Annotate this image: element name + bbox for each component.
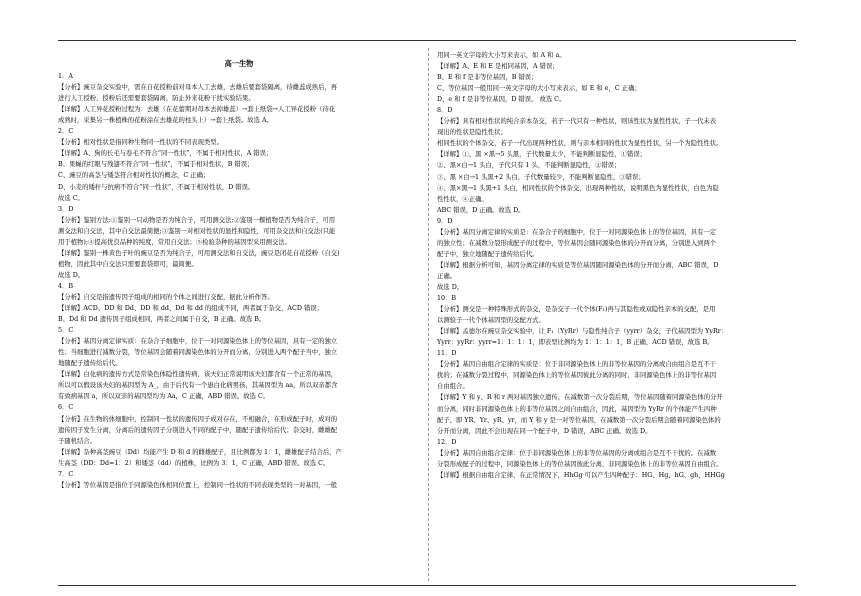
text-line: 【分析】基因自由组合定律：位于非同源染色体上的非等位基因的分离或组合是互不干扰的。在减数 bbox=[437, 449, 717, 457]
text-line: 故选 C。 bbox=[58, 194, 84, 202]
left-column-text bbox=[58, 71, 420, 491]
text-line: 4．B bbox=[58, 282, 74, 290]
text-line: 故选 D。 bbox=[437, 283, 464, 291]
text-line: 7．C bbox=[58, 470, 74, 478]
text-line: C、豌豆的高茎与矮茎符合相对性状的概念，C 正确； bbox=[58, 172, 210, 180]
text-line: C、等位基因一般用同一英文字母的大小写来表示，如 E 和 e，C 正确； bbox=[437, 85, 641, 93]
text-line: 【详解】Y 和 y、R 和 r 两对基因独立遗传，在减数第一次分裂后期，等位基因随着同源染色体的分开 bbox=[437, 394, 723, 402]
text-line: 分裂形成配子的过程中，同源染色体上的等位基因彼此分离，非同源染色体上的非等位基因自由组合。 bbox=[437, 460, 723, 468]
text-line: 【分析】等位基因是指位于同源染色体相同位置上，控制同一性状的不同表现类型的一对基因，一般 bbox=[58, 481, 338, 489]
text-line: 性；当细胞进行减数分裂，等位基因会随着同源染色体的分开而分离，分别进入两个配子当中，独立 bbox=[58, 349, 338, 357]
text-line: 1．A bbox=[58, 73, 73, 81]
text-line: 9．D bbox=[437, 217, 453, 225]
text-line: 【分析】具有相对性状的纯合亲本杂交，若子一代只有一种性状，则该性状为显性性状，子一代未表 bbox=[437, 118, 717, 126]
text-line: ④、黑×黑→1 头黑+1 头白，相同性状的个体杂交，出现两种性状，说明黑色为显性性状，白色为隐 bbox=[437, 184, 719, 192]
text-line: 【详解】①、黑 ×黑→5 头黑，子代数量太少，不能判断显隐性，①错误； bbox=[437, 151, 647, 159]
text-line: 8．D bbox=[437, 107, 453, 115]
text-line: 分开而分离，因此不会出现在同一个配子中，D 错误，ABC 正确。故选 D。 bbox=[437, 427, 652, 435]
text-line: 所以可以假设该夫妇的基因型为 A_，由于后代有一个患白化病男孩，其基因型为 aa，所以双亲都含 bbox=[58, 382, 338, 390]
text-line: 有致病基因 a，所以双亲的基因型均为 Aa，C 正确，ABD 错误。故选 C。 bbox=[58, 393, 270, 401]
text-line: 配子，即 YR、Yr、yR、yr，而 Y 和 y 是一对等位基因，在减数第一次分裂后期会随着同源染色体的 bbox=[437, 416, 721, 424]
text-line: 现出的性状是隐性性状； bbox=[437, 129, 507, 137]
text-line: 【详解】根据分析可知，基因分离定律的实质是等位基因随同源染色体的分开而分离，ABC 错误，D bbox=[437, 261, 719, 269]
text-line: 【分析】基因分离定律的实质是：在杂合子的细胞中，位于一对同源染色体上的等位基因，具有一定 bbox=[437, 228, 717, 236]
text-line: D、e 和 f 是非等位基因，D 错误。 故选 C。 bbox=[437, 96, 566, 104]
text-line: 正确。 bbox=[437, 272, 457, 280]
text-line: 用于植物);④提高优良品种的纯度，常用自交法；⑤检验杂种的基因型采用测交法。 bbox=[58, 238, 291, 246]
text-line: 成熟时，采集另一株植株的花粉涂在去雄花的柱头上）→套上纸袋。故选 A。 bbox=[58, 117, 273, 125]
text-line: ③、黑 ×白→1 头黑+2 头白，子代数量较少，不能判断显隐性，③错误； bbox=[437, 173, 645, 181]
left-column bbox=[58, 50, 420, 491]
text-line: 【分析】自交是指遗传因子组成的相同的个体之间进行交配，据此分析作答。 bbox=[58, 293, 274, 301]
text-line: 自由组合。 bbox=[437, 383, 469, 391]
text-line: 【详解】孟德尔在豌豆杂交实验中，让 F₁（YyRr）与隐性纯合子（yyrr）杂交，子代基因型为 YyRr： bbox=[437, 328, 728, 336]
text-line: 配子中，独立地随配子遗传给后代。 bbox=[437, 250, 539, 258]
page-title: 高一生物 bbox=[224, 59, 254, 68]
text-line: ABC 错误，D 正确。故选 D。 bbox=[437, 206, 525, 214]
text-line: 【详解】白化病的遗传方式是常染色体隐性遗传病，该夫妇正常说明该夫妇都含有一个正常的基因， bbox=[58, 371, 338, 379]
text-line: 【详解】ACD、DD 和 Dd、DD 和 dd、Dd 和 dd 的组成不同，两者属于杂交，ACD 错误； bbox=[58, 305, 323, 313]
text-line: 遗传因子发生分离，分离后的遗传因子分别进入不同的配子中，随配子遗传给后代；杂交时，雌雄配 bbox=[58, 426, 338, 434]
text-line: Yyrr：yyRr：yyrr=1：1：1：1，即表型比例均为 1：1：1：1，B 正确，ACD 错误，故选 B。 bbox=[437, 339, 714, 347]
text-line: 3．D bbox=[58, 205, 74, 213]
text-line: 【分析】在生物的体细胞中，控制同一性状的遗传因子成对存在，不相融合，在形成配子时，成对的 bbox=[58, 415, 338, 423]
text-line: 植物，因此其中自交法只需要套袋即可，最简便。 bbox=[58, 260, 198, 268]
header-rule bbox=[58, 40, 796, 41]
text-line: 5．C bbox=[58, 327, 74, 335]
text-line: 10．B bbox=[437, 295, 457, 303]
text-line: 而分离，同时非同源染色体上的非等位基因之间自由组合，因此，基因型为 YyRr 的个体能产生四种 bbox=[437, 405, 717, 413]
text-line: B、E 和 f 是非等位基因，B 错误； bbox=[437, 74, 538, 82]
text-line: 以测验子一代个体基因型的交配方式。 bbox=[437, 317, 545, 325]
text-line: 6．C bbox=[58, 404, 74, 412]
text-line: 子随机结合。 bbox=[58, 437, 97, 445]
text-line: 【详解】根据自由组合定律，在正常情况下，HhGg 可以产生四种配子：HG、Hg、hG、gh，HHGg bbox=[437, 471, 725, 479]
text-line: D、小麦的矮秆与抗病不符合“同一性状”，不属于相对性状，D 错误。 bbox=[58, 183, 255, 191]
text-line: 【详解】A、E 和 E 是相同基因，A 错误； bbox=[437, 63, 559, 71]
text-line: 2．C bbox=[58, 128, 74, 136]
text-line: 【分析】相对性状是指同种生物同一性状的不同表现类型。 bbox=[58, 139, 223, 147]
text-line: 地随配子遗传给后代。 bbox=[58, 360, 122, 368]
text-line: 的独立性；在减数分裂形成配子的过程中，等位基因会随同源染色体的分开而分离，分别进入到两个 bbox=[437, 239, 717, 247]
text-line: B、果蝇的红眼与残翅不符合“同一性状”，不属于相对性状，B 错误； bbox=[58, 161, 254, 169]
text-line: 测交法和自交法，其中自交法最简便;③鉴别一对相对性状的显性和隐性，可用杂交法和自交法(只能 bbox=[58, 227, 336, 235]
right-column-text bbox=[437, 50, 797, 481]
text-line: 扰的；在减数分裂过程中，同源染色体上的等位基因彼此分离的同时，非同源染色体上的非等位基因 bbox=[437, 372, 717, 380]
column-divider bbox=[428, 48, 429, 581]
text-line: 【详解】人工异花授粉过程为：去雄（在花蕾期对母本去掉雄蕊）→套上纸袋→人工异花授粉（待花 bbox=[58, 106, 336, 114]
text-line: 【分析】测交是一种特殊形式的杂交，是杂交子一代个体(F₁)再与其隐性或双隐性亲本的交配，是用 bbox=[437, 306, 716, 314]
text-line: 【详解】杂种高茎豌豆（Dd）均能产生 D 和 d 的雌雄配子，且比例都为 1：1，雌雄配子结合后，产 bbox=[58, 448, 342, 456]
text-line: 【详解】A、狗的长毛与卷毛不符合“同一性状”，不属于相对性状，A 错误； bbox=[58, 150, 273, 158]
text-line: 11．D bbox=[437, 350, 457, 358]
text-line: 性性状，④正确。 bbox=[437, 195, 488, 203]
text-line: 生高茎（DD：Dd=1：2）和矮茎（dd）的植株，比例为 3：1，C 正确，ABD 错误。故选 C。 bbox=[58, 459, 330, 467]
text-line: B、Dd 和 Dd 遗传因子组成相同，两者之间属于自交，B 正确。故选 B。 bbox=[58, 316, 266, 324]
footer-rule bbox=[58, 585, 796, 586]
right-column bbox=[437, 50, 797, 481]
text-line: 12．D bbox=[437, 438, 457, 446]
text-line: 【分析】鉴别方法:①鉴别一只动物是否为纯合子，可用测交法;②鉴别一棵植物是否为纯合子，可用 bbox=[58, 216, 336, 224]
text-line: 【分析】基因自由组合定律的实质是：位于非同源染色体上的非等位基因的分离或自由组合是互不干 bbox=[437, 361, 717, 369]
text-line: 故选 D。 bbox=[58, 271, 85, 279]
text-line: ②、黑×白→1 头白，子代只有 1 头，不能判断显隐性，②错误； bbox=[437, 162, 621, 170]
text-line: 相同性状的个体杂交，若子一代出现两种性状，则与亲本相同的性状为显性性状，另一个为隐性性状。 bbox=[437, 140, 723, 148]
text-line: 【分析】基因分离定律实质：在杂合子细胞中，位于一对同源染色体上的等位基因，具有一定的独立 bbox=[58, 338, 338, 346]
text-line: 【详解】鉴别一株黄色子叶的豌豆是否为纯合子，可用测交法和自交法，豌豆是闭花自花授粉（自交) bbox=[58, 249, 340, 257]
text-line: 【分析】豌豆杂交实验中，需在自花授粉前对母本人工去雄，去雄后要套袋隔离，待雌蕊成熟后，再 bbox=[58, 84, 338, 92]
text-line: 进行人工授粉，授粉后还需要套袋隔离，防止外来花粉干扰实验结果。 bbox=[58, 95, 255, 103]
text-line: 用同一英文字母的大小写来表示，如 A 和 a。 bbox=[437, 52, 566, 59]
